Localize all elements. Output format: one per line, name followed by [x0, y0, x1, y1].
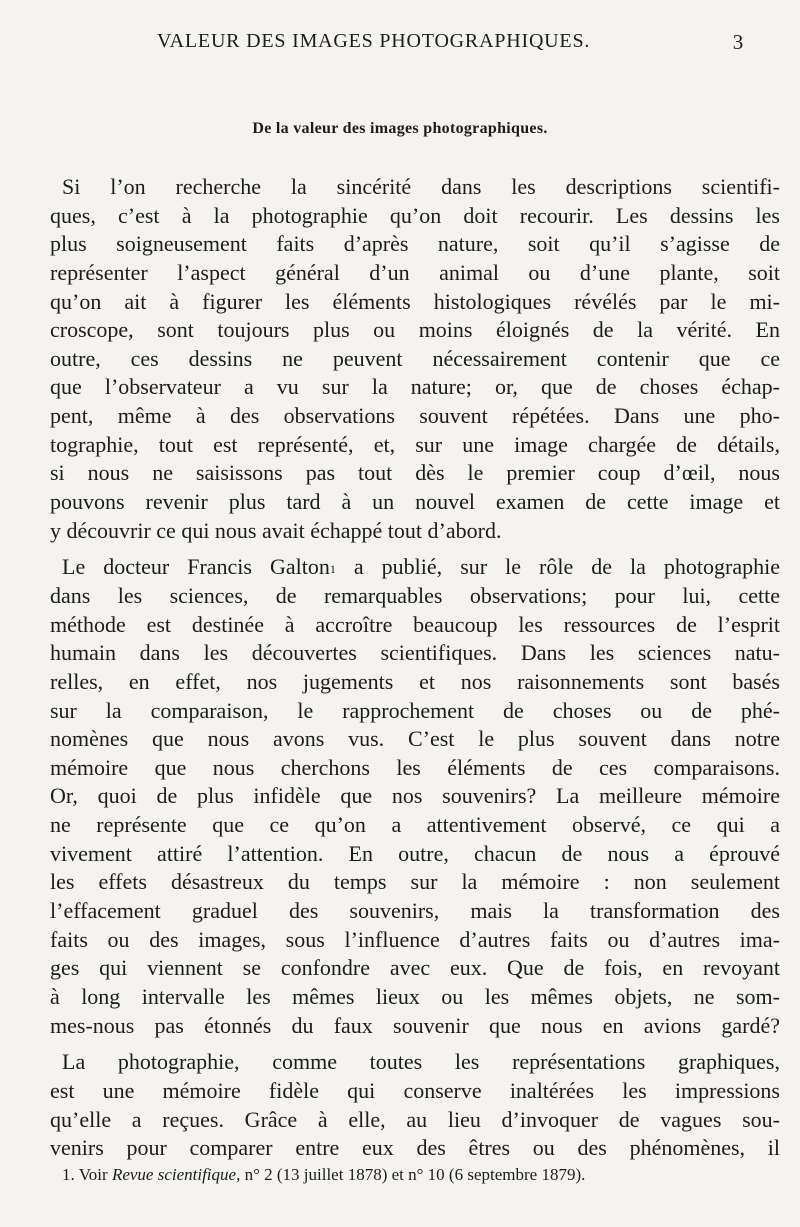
text-line: ques, c’est à la photographie qu’on doit recourir. Les dessins les	[50, 202, 780, 228]
text-line-with-footnote-ref	[50, 553, 780, 582]
text-line: La photographie, comme toutes les représentations graphiques,	[62, 1049, 780, 1075]
text-line: que l’observateur a vu sur la nature; or, que de choses échap-	[50, 374, 780, 400]
text-line: Si l’on recherche la sincérité dans les descriptions scientifi-	[62, 174, 780, 199]
text-line: outre, ces dessins ne peuvent nécessairement contenir que ce	[50, 345, 780, 371]
text-line: mes-nous pas étonnés du faux souvenir que nous en avions gardé?	[50, 1012, 780, 1038]
text-line: à long intervalle les mêmes lieux ou les mêmes objets, ne som-	[50, 983, 780, 1009]
text-line: ne représente que ce qu’on a attentivement observé, ce qui a	[50, 812, 780, 838]
paragraph-2	[50, 553, 780, 1040]
footnote-prefix: Voir	[78, 1165, 108, 1184]
text-line: y découvrir ce qui nous avait échappé tout d’abord.	[50, 517, 502, 543]
text-fragment: Le docteur Francis Galton	[62, 554, 330, 580]
text-line: est une mémoire fidèle qui conserve inaltérées les impressions	[50, 1077, 780, 1103]
text-line: ges qui viennent se confondre avec eux. Que de fois, en revoyant	[50, 955, 780, 981]
paragraph-1	[50, 173, 780, 545]
text-line: humain dans les découvertes scientifiques. Dans les sciences natu-	[50, 640, 780, 666]
text-line: vivement attiré l’attention. En outre, chacun de nous a éprouvé	[50, 840, 780, 866]
text-line: tographie, tout est représenté, et, sur une image chargée de détails,	[50, 431, 780, 457]
running-title: VALEUR DES IMAGES PHOTOGRAPHIQUES.	[157, 30, 591, 52]
bleed-through-text	[30, 70, 790, 93]
text-line: qu’elle a reçues. Grâce à elle, au lieu d’invoquer de vagues sou-	[50, 1106, 780, 1132]
paragraph-3	[50, 1048, 780, 1163]
text-line: mémoire que nous cherchons les éléments de ces comparaisons.	[50, 754, 780, 780]
body-text	[50, 173, 780, 1163]
footnote-rest: n° 2 (13 juillet 1878) et n° 10 (6 septembre 1879).	[244, 1165, 586, 1184]
text-fragment: a publié, sur le rôle de la photographie	[335, 554, 780, 580]
footnote-reference: 1	[329, 562, 336, 577]
text-line: croscope, sont toujours plus ou moins éloignés de la vérité. En	[50, 317, 780, 343]
text-line: plus soigneusement faits d’après nature, soit qu’il s’agisse de	[50, 231, 780, 257]
text-line: pent, même à des observations souvent répétées. Dans une pho-	[50, 403, 780, 429]
text-line: relles, en effet, nos jugements et nos raisonnements sont basés	[50, 668, 780, 694]
running-head	[60, 24, 770, 58]
section-heading: De la valeur des images photographiques.	[252, 120, 548, 137]
text-line: faits ou des images, sous l’influence d’autres faits ou d’autres ima-	[50, 926, 780, 952]
text-line: représenter l’aspect général d’un animal ou d’une plante, soit	[50, 259, 780, 285]
text-line: si nous ne saisissons pas tout dès le premier coup d’œil, nous	[50, 460, 780, 486]
text-line: nomènes que nous avons vus. C’est le plus souvent dans notre	[50, 726, 780, 752]
text-line: venirs pour comparer entre eux des êtres ou des phénomènes, il	[50, 1135, 780, 1161]
text-line: sur la comparaison, le rapprochement de choses ou de phé-	[50, 697, 780, 723]
footnote	[62, 1165, 782, 1185]
text-line: Or, quoi de plus infidèle que nos souvenirs? La meilleure mémoire	[50, 783, 780, 809]
text-line: dans les sciences, de remarquables observations; pour lui, cette	[50, 582, 780, 608]
text-line: les effets désastreux du temps sur la mémoire : non seulement	[50, 869, 780, 895]
text-line: pouvons revenir plus tard à un nouvel examen de cette image et	[50, 489, 780, 515]
text-line: méthode est destinée à accroître beaucoup les ressources de l’esprit	[50, 611, 780, 637]
footnote-journal: Revue scientifique,	[111, 1165, 241, 1184]
text-line: l’effacement graduel des souvenirs, mais la transformation des	[50, 898, 780, 924]
text-line: qu’on ait à figurer les éléments histologiques révélés par le mi-	[50, 288, 780, 314]
page-number: 3	[732, 30, 744, 54]
footnote-number: 1.	[62, 1165, 75, 1184]
